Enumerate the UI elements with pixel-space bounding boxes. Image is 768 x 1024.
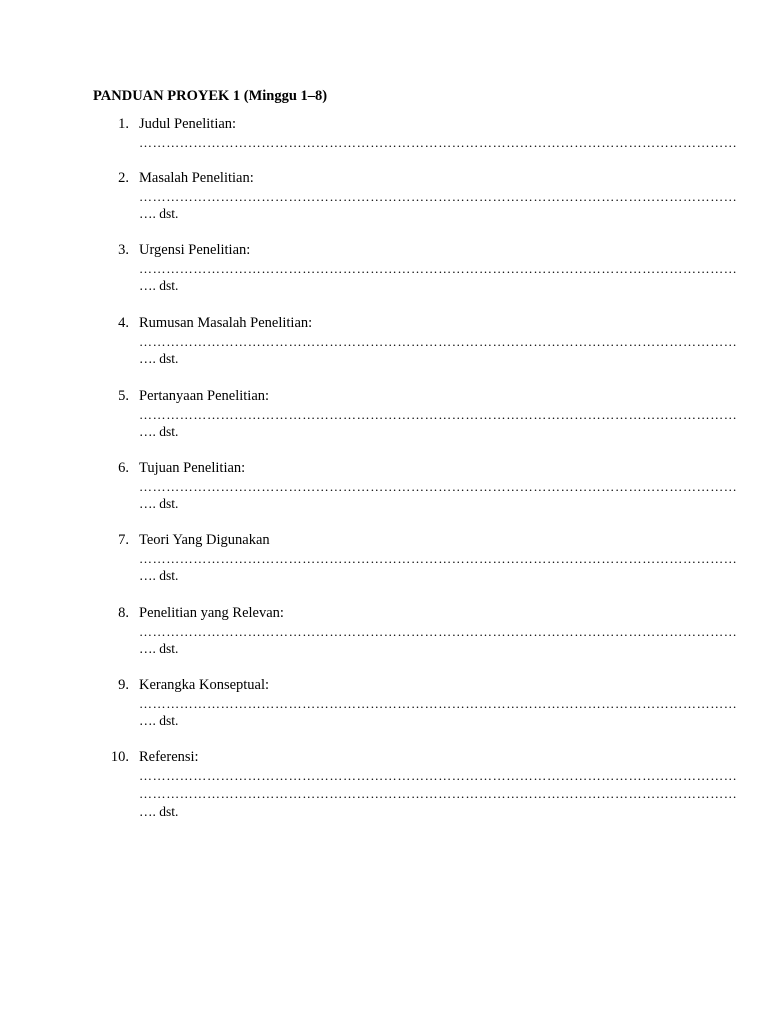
item-continuation: …. dst.	[139, 713, 179, 728]
dotted-answer-line: ……………………………………………………………………………………………………………………	[139, 786, 738, 801]
item-number: 2.	[118, 170, 129, 186]
item-continuation: …. dst.	[139, 424, 179, 439]
item-number: 10.	[110, 749, 129, 765]
item-continuation: …. dst.	[139, 206, 179, 221]
item-continuation: …. dst.	[139, 278, 179, 293]
dotted-answer-line: ……………………………………………………………………………………………………………………	[139, 334, 738, 349]
item-label: Urgensi Penelitian:	[139, 242, 251, 258]
item-label: Referensi:	[139, 749, 199, 765]
item-continuation: …. dst.	[139, 568, 179, 583]
item-number: 1.	[118, 116, 129, 132]
item-continuation: …. dst.	[139, 641, 179, 656]
item-label: Tujuan Penelitian:	[139, 460, 246, 476]
item-number: 8.	[118, 605, 129, 621]
dotted-answer-line: ……………………………………………………………………………………………………………………	[139, 551, 738, 566]
dotted-answer-line: ……………………………………………………………………………………………………………………	[139, 696, 738, 711]
dotted-answer-line: ……………………………………………………………………………………………………………………	[139, 189, 738, 204]
item-continuation: …. dst.	[139, 496, 179, 511]
item-number: 3.	[118, 242, 129, 258]
item-continuation: …. dst.	[139, 351, 179, 366]
item-label: Penelitian yang Relevan:	[139, 605, 284, 621]
dotted-answer-line: ……………………………………………………………………………………………………………………	[139, 407, 738, 422]
item-number: 4.	[118, 315, 129, 331]
item-label: Judul Penelitian:	[139, 116, 237, 132]
item-label: Kerangka Konseptual:	[139, 677, 270, 693]
item-label: Rumusan Masalah Penelitian:	[139, 315, 313, 331]
dotted-answer-line: ……………………………………………………………………………………………………………………	[139, 135, 738, 150]
dotted-answer-line: ……………………………………………………………………………………………………………………	[139, 768, 738, 783]
dotted-answer-line: ……………………………………………………………………………………………………………………	[139, 479, 738, 494]
item-number: 9.	[118, 677, 129, 693]
item-label: Teori Yang Digunakan	[139, 532, 270, 548]
item-continuation: …. dst.	[139, 804, 179, 819]
item-number: 5.	[118, 388, 129, 404]
dotted-answer-line: ……………………………………………………………………………………………………………………	[139, 624, 738, 639]
item-number: 7.	[118, 532, 129, 548]
document-title: PANDUAN PROYEK 1 (Minggu 1–8)	[93, 88, 328, 104]
item-label: Pertanyaan Penelitian:	[139, 388, 270, 404]
item-label: Masalah Penelitian:	[139, 170, 254, 186]
item-number: 6.	[118, 460, 129, 476]
dotted-answer-line: ……………………………………………………………………………………………………………………	[139, 261, 738, 276]
